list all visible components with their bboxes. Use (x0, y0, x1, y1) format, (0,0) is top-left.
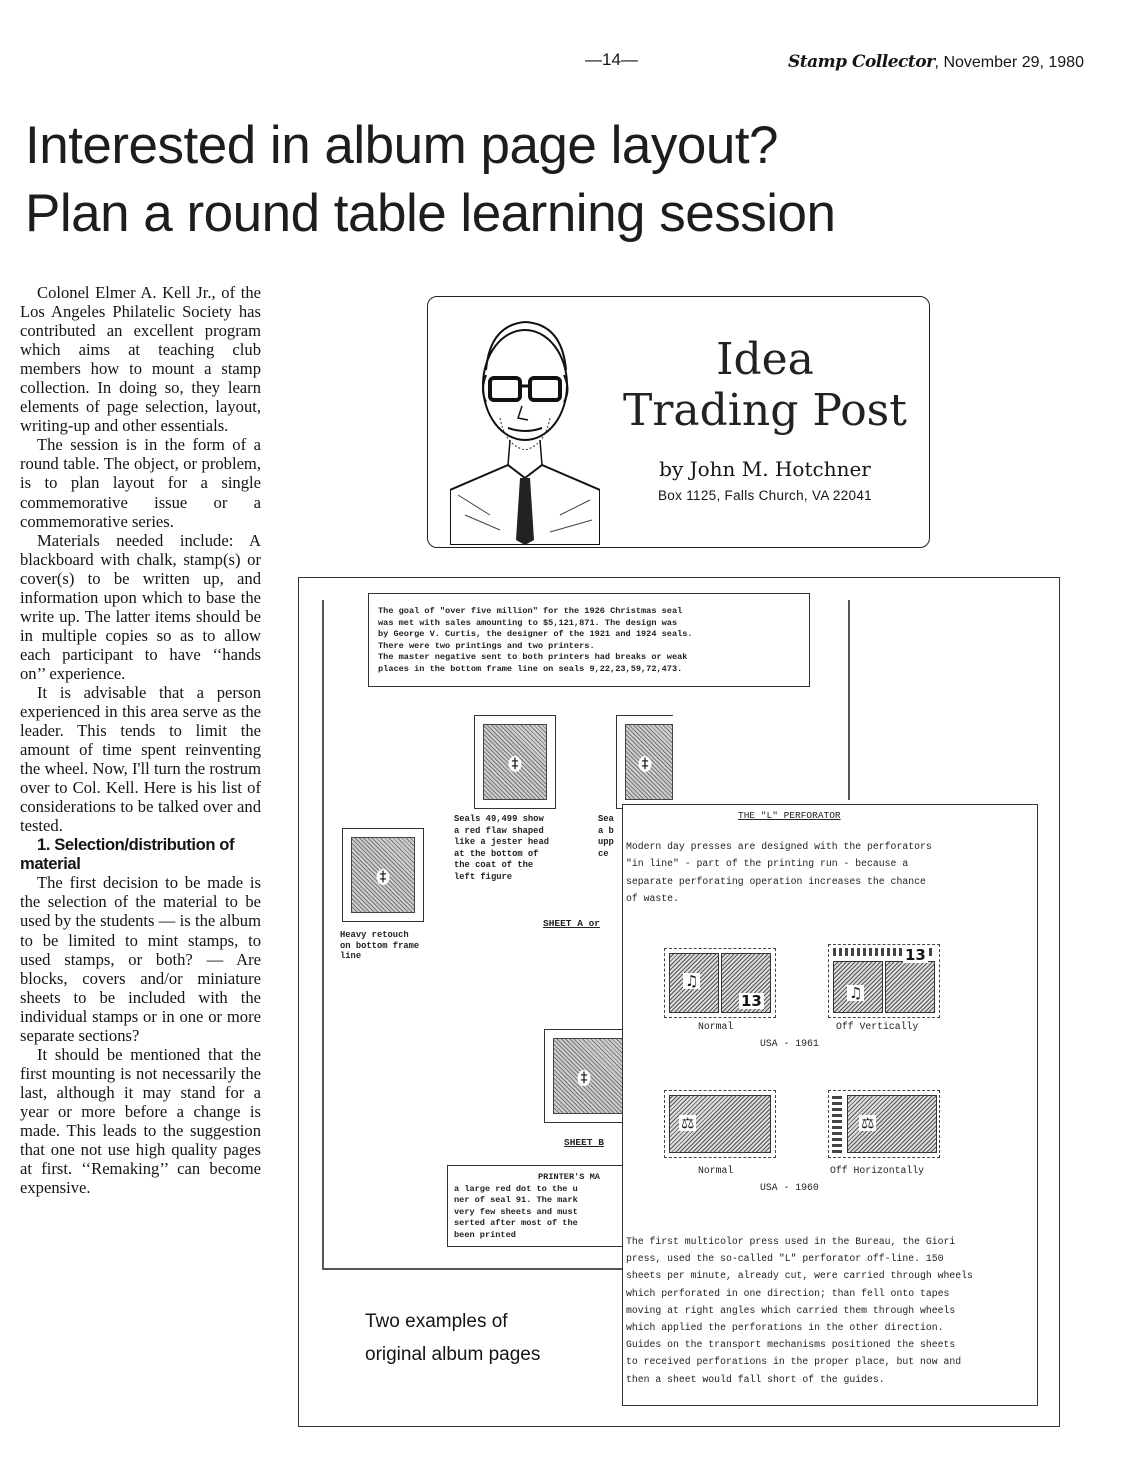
article-paragraph: Colonel Elmer A. Kell Jr., of the Los Angeles Philatelic Society has contributed an excellent program which aims at teaching club members how to mount a stamp collection. In doing so, they learn elements of page selection, layout, writing-up and other essentials. (20, 283, 261, 436)
printer-mark-note: PRINTER'S MA a large red dot to the u ner of seal 91. The mark very few sheets and must serted after most of the been printed (454, 1172, 600, 1240)
article-paragraph: It is advisable that a person experienced in this area serve as the leader. This tends to limit the amount of time spent reinventing the wheel. Now, I'll turn the rostrum over to Col. Kell. Here is his list of considerations to be talked over and tested. (20, 682, 261, 836)
album-page-2-intro: Modern day presses are designed with the perforators "in line" - part of the printing run - because a separate perforating operation increases the chance of waste. (626, 841, 932, 904)
column-title-line-2: Trading Post (623, 385, 907, 436)
issue-date: , November 29, 1980 (934, 54, 1084, 71)
album-page-1-intro: The goal of "over five million" for the 1926 Christmas seal was met with sales amounting to $5,121,871. The design was by George V. Curtis, the designer of the 1921 and 1924 seals. There were two printings and two printers. The master negative sent to both printers had breaks or weak places in the bottom frame line on seals 9,22,23,59,72,473. (378, 606, 693, 674)
stamp-block-off-vertically-1961 (828, 944, 940, 1018)
section-heading: 1. Selection/distribution of material (20, 835, 235, 874)
album-page-2-closing: The first multicolor press used in the Bureau, the Giori press, used the so-called "L" perforator off-line. 150 sheets per minute, already cut, were carried through wheels which perforated in one direction; than fell onto tapes moving at right angles which carried them through wheels which applied the perforations in the other direction. Guides on the transport mechanisms positioned the sheets to received perforations in the proper place, but now and then a sheet would fall short of the guides. (626, 1236, 973, 1385)
cross-icon: ‡ (509, 756, 522, 772)
seal-flaw-note: Seals 49,499 show a red flaw shaped like a jester head at the bottom of the coat of the left figure (454, 814, 550, 882)
stamp-block-normal-1961 (664, 948, 776, 1018)
page-number: —14— (585, 50, 638, 69)
stamp-block-normal-1960 (664, 1090, 776, 1158)
sheet-a-label: SHEET A or (543, 918, 601, 929)
author-portrait-icon (450, 300, 600, 545)
stamp-denomination: 13 (905, 946, 926, 964)
christmas-seal-stamp (544, 1029, 623, 1123)
christmas-seal-stamp (342, 828, 424, 922)
publication-logo: Stamp Collector (788, 52, 935, 72)
usa-1961-caption: USA - 1961 (760, 1038, 819, 1049)
off-horizontally-label: Off Horizontally (830, 1165, 925, 1176)
column-title (600, 334, 930, 436)
bell-icon: ♫ (685, 972, 699, 990)
column-title-line-1: Idea (716, 334, 814, 385)
figure-caption-line-1: Two examples of (365, 1311, 508, 1332)
figure-caption-line-2: original album pages (365, 1344, 541, 1365)
headline (25, 112, 1115, 248)
album-page-1-bottom-rule (322, 1268, 622, 1270)
liberty-icon: ⚖ (861, 1114, 875, 1132)
christmas-seal-stamp (616, 715, 673, 809)
normal-label-1960: Normal (698, 1165, 734, 1176)
publication-masthead (788, 52, 1084, 72)
album-page-1-left-rule (322, 600, 324, 1270)
article-body (20, 283, 261, 1197)
article-paragraph: Materials needed include: A blackboard with chalk, stamp(s) or cover(s) to be written up, and information upon which to base the write up. The latter items should be in multiple copies so as to allow each participant to have ‘‘hands on’’ experience. (20, 530, 261, 683)
headline-line-2: Plan a round table learning session (25, 184, 836, 243)
stamp-denomination: 13 (741, 992, 762, 1010)
column-address: Box 1125, Falls Church, VA 22041 (658, 488, 872, 503)
album-page-1-right-rule (848, 600, 850, 800)
liberty-icon: ⚖ (681, 1114, 695, 1132)
stamp-block-off-horizontally-1960 (828, 1090, 940, 1158)
cross-icon: ‡ (639, 756, 652, 772)
off-vertically-label: Off Vertically (836, 1021, 919, 1032)
album-page-2-title: THE "L" PERFORATOR (738, 810, 841, 821)
headline-line-1: Interested in album page layout? (25, 116, 779, 175)
retouch-note: Heavy retouch on bottom frame line (340, 930, 420, 961)
bell-icon: ♫ (849, 984, 863, 1002)
article-paragraph: The session is in the form of a round table. The object, or problem, is to plan layout for a single commemorative issue or a commemorative series. (20, 435, 261, 531)
seal-note-cut: Sea a b upp ce (598, 814, 614, 859)
sheet-b-label: SHEET B (564, 1137, 604, 1148)
article-paragraph: The first decision to be made is the selection of the material to be used by the students — is the album to be limited to mint stamps, to used stamps, or both? — Are blocks, covers and/or miniature sheets to be included with the individual stamps or in one or more separate sections? (20, 873, 261, 1045)
column-author: by John M. Hotchner (659, 457, 871, 481)
cross-icon: ‡ (377, 869, 390, 885)
cross-icon: ‡ (578, 1070, 591, 1086)
usa-1960-caption: USA - 1960 (760, 1182, 819, 1193)
normal-label-1961: Normal (698, 1021, 734, 1032)
christmas-seal-stamp (474, 715, 556, 809)
article-paragraph: It should be mentioned that the first mounting is not necessarily the last, although it may stand for a year or more before a change is made. This leads to the suggestion that one not use high quality pages at first. ‘‘Remaking’’ can become expensive. (20, 1044, 261, 1198)
